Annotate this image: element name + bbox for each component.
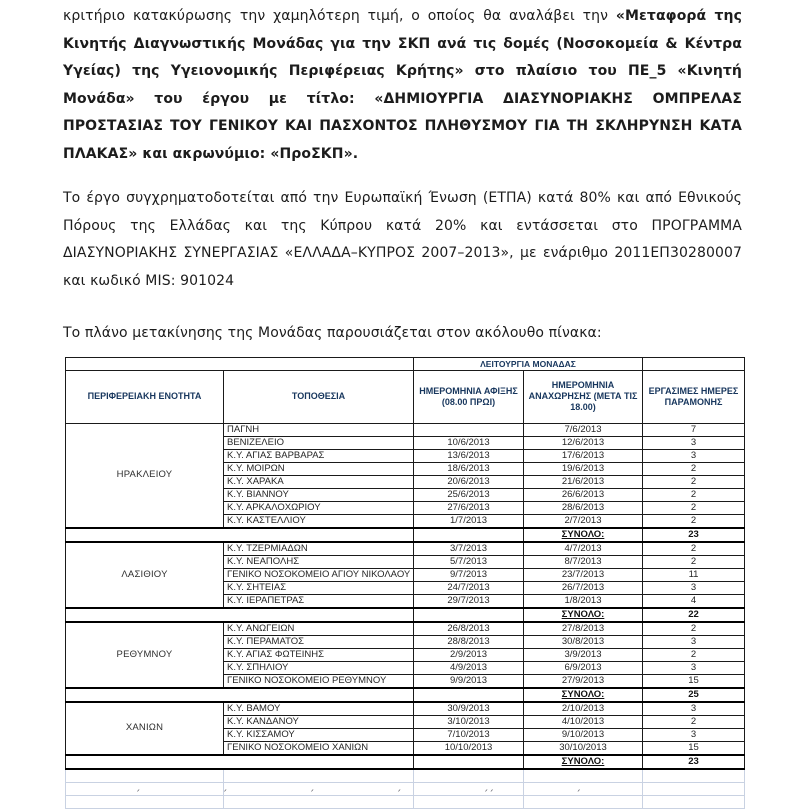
location-cell: Κ.Υ. ΑΡΚΑΛΟΧΩΡΙΟΥ (224, 501, 414, 514)
departure-date-cell: 2/7/2013 (524, 514, 643, 528)
location-cell: Κ.Υ. ΤΖΕΡΜΙΑΔΩΝ (224, 542, 414, 556)
table-row (66, 542, 745, 556)
departure-date-cell: 2/10/2013 (524, 702, 643, 716)
location-cell: ΓΕΝΙΚΟ ΝΟΣΟΚΟΜΕΙΟ ΧΑΝΙΩΝ (224, 741, 414, 755)
arrival-date-cell: 4/9/2013 (414, 661, 524, 674)
departure-date-cell: 6/9/2013 (524, 661, 643, 674)
top-header-blank-right (643, 357, 745, 370)
table-row (66, 423, 745, 436)
total-spacer-cell (66, 688, 414, 702)
arrival-date-cell: 29/7/2013 (414, 594, 524, 608)
total-label: ΣΥΝΟΛΟ: (524, 528, 643, 542)
arrival-date-cell: 1/7/2013 (414, 514, 524, 528)
cutoff-next-page-line: ΄ ΄ ΄ ΄ ΄΄ ΄ (135, 789, 581, 800)
departure-date-cell: 21/6/2013 (524, 475, 643, 488)
arrival-date-cell: 30/9/2013 (414, 702, 524, 716)
region-cell: ΗΡΑΚΛΕΙΟΥ (66, 423, 224, 528)
column-header-location: ΤΟΠΟΘΕΣΙΑ (224, 370, 414, 423)
location-cell: Κ.Υ. ΑΓΙΑΣ ΦΩΤΕΙΝΗΣ (224, 648, 414, 661)
total-label: ΣΥΝΟΛΟ: (524, 688, 643, 702)
departure-date-cell: 30/8/2013 (524, 635, 643, 648)
section-total-row (66, 755, 745, 769)
location-cell: Κ.Υ. ΜΟΙΡΩΝ (224, 462, 414, 475)
location-cell: Κ.Υ. ΒΑΜΟΥ (224, 702, 414, 716)
workdays-cell: 2 (643, 622, 745, 636)
total-value: 23 (643, 755, 745, 769)
total-label: ΣΥΝΟΛΟ: (524, 755, 643, 769)
location-cell: Κ.Υ. ΑΝΩΓΕΙΩΝ (224, 622, 414, 636)
departure-date-cell: 19/6/2013 (524, 462, 643, 475)
location-cell: Κ.Υ. ΚΑΝΔΑΝΟΥ (224, 715, 414, 728)
itinerary-table (65, 357, 745, 809)
arrival-date-cell (414, 423, 524, 436)
workdays-cell: 2 (643, 501, 745, 514)
empty-cell (224, 769, 414, 783)
paragraph-table-intro: Το πλάνο μετακίνησης της Μονάδας παρουσιάζεται στον ακόλουθο πίνακα: (63, 325, 602, 341)
total-spacer-cell (66, 755, 414, 769)
workdays-cell: 3 (643, 702, 745, 716)
departure-date-cell: 9/10/2013 (524, 728, 643, 741)
total-value: 25 (643, 688, 745, 702)
arrival-date-cell: 2/9/2013 (414, 648, 524, 661)
workdays-cell: 3 (643, 581, 745, 594)
arrival-date-cell: 25/6/2013 (414, 488, 524, 501)
workdays-cell: 3 (643, 661, 745, 674)
column-header-arrival-date: ΗΜΕΡΟΜΗΝΙΑ ΑΦΙΞΗΣ (08.00 ΠΡΩΙ) (414, 370, 524, 423)
empty-cell (643, 769, 745, 783)
departure-date-cell: 7/6/2013 (524, 423, 643, 436)
section-total-row (66, 528, 745, 542)
workdays-cell: 7 (643, 423, 745, 436)
departure-date-cell: 8/7/2013 (524, 555, 643, 568)
location-cell: Κ.Υ. ΝΕΑΠΟΛΗΣ (224, 555, 414, 568)
top-header-unit-operation: ΛΕΙΤΟΥΡΓΙΑ ΜΟΝΑΔΑΣ (414, 357, 643, 370)
departure-date-cell: 12/6/2013 (524, 436, 643, 449)
total-label: ΣΥΝΟΛΟ: (524, 608, 643, 622)
total-empty-cell (414, 608, 524, 622)
arrival-date-cell: 27/6/2013 (414, 501, 524, 514)
workdays-cell: 3 (643, 436, 745, 449)
arrival-date-cell: 26/8/2013 (414, 622, 524, 636)
total-empty-cell (414, 688, 524, 702)
arrival-date-cell: 24/7/2013 (414, 581, 524, 594)
departure-date-cell: 17/6/2013 (524, 449, 643, 462)
location-cell: ΒΕΝΙΖΕΛΕΙΟ (224, 436, 414, 449)
departure-date-cell: 30/10/2013 (524, 741, 643, 755)
arrival-date-cell: 20/6/2013 (414, 475, 524, 488)
arrival-date-cell: 10/10/2013 (414, 741, 524, 755)
table-top-header-row (66, 357, 745, 370)
workdays-cell: 15 (643, 674, 745, 688)
departure-date-cell: 26/6/2013 (524, 488, 643, 501)
table-row (66, 622, 745, 636)
total-spacer-cell (66, 528, 414, 542)
location-cell: Κ.Υ. ΣΠΗΛΙΟΥ (224, 661, 414, 674)
table-row (66, 702, 745, 716)
paragraph-funding: Το έργο συγχρηματοδοτείται από την Ευρωπαϊκή Ένωση (ΕΤΠΑ) κατά 80% και από Εθνικούς Πόρους της Ελλάδας και της Κύπρου κατά 20% και εντάσσεται στο ΠΡΟΓΡΑΜΜΑ ΔΙΑΣΥΝΟΡΙΑΚΗΣ ΣΥΝΕΡΓΑΣΙΑΣ «ΕΛΛΑΔΑ–ΚΥΠΡΟΣ 2007–2013», με ενάριθμο 2011ΕΠ30280007 και κωδικό MIS: 901024 (63, 190, 742, 289)
total-value: 23 (643, 528, 745, 542)
workdays-cell: 2 (643, 475, 745, 488)
workdays-cell: 2 (643, 542, 745, 556)
empty-table-row (66, 769, 745, 783)
location-cell: ΓΕΝΙΚΟ ΝΟΣΟΚΟΜΕΙΟ ΑΓΙΟΥ ΝΙΚΟΛΑΟΥ (224, 568, 414, 581)
location-cell: Κ.Υ. ΚΙΣΣΑΜΟΥ (224, 728, 414, 741)
paragraph-project-title (63, 3, 742, 168)
workdays-cell: 15 (643, 741, 745, 755)
workdays-cell: 4 (643, 594, 745, 608)
location-cell: Κ.Υ. ΧΑΡΑΚΑ (224, 475, 414, 488)
total-spacer-cell (66, 608, 414, 622)
empty-cell (414, 769, 524, 783)
departure-date-cell: 27/9/2013 (524, 674, 643, 688)
column-header-working-days: ΕΡΓΑΣΙΜΕΣ ΗΜΕΡΕΣ ΠΑΡΑΜΟΝΗΣ (643, 370, 745, 423)
workdays-cell: 2 (643, 488, 745, 501)
total-empty-cell (414, 755, 524, 769)
workdays-cell: 2 (643, 715, 745, 728)
arrival-date-cell: 5/7/2013 (414, 555, 524, 568)
arrival-date-cell: 10/6/2013 (414, 436, 524, 449)
location-cell: Κ.Υ. ΙΕΡΑΠΕΤΡΑΣ (224, 594, 414, 608)
arrival-date-cell: 3/10/2013 (414, 715, 524, 728)
paragraph-bold-text: «Μεταφορά της Κινητής Διαγνωστικής Μονάδας για την ΣΚΠ ανά τις δομές (Νοσοκομεία & Κέντρα Υγείας) της Υγειονομικής Περιφέρειας Κρήτης» στο πλαίσιο του ΠΕ_5 «Κινητή Μονάδα» του έργου με τίτλο: «ΔΗΜΙΟΥΡΓΙΑ ΔΙΑΣΥΝΟΡΙΑΚΗΣ ΟΜΠΡΕΛΑΣ ΠΡΟΣΤΑΣΙΑΣ ΤΟΥ ΓΕΝΙΚΟΥ ΚΑΙ ΠΑΣΧΟΝΤΟΣ ΠΛΗΘΥΣΜΟΥ ΓΙΑ ΤΗ ΣΚΛΗΡΥΝΣΗ ΚΑΤΑ ΠΛΑΚΑΣ» και ακρωνύμιο: «ΠροΣΚΠ». (63, 8, 742, 162)
departure-date-cell: 4/10/2013 (524, 715, 643, 728)
table-header-row (66, 370, 745, 423)
empty-cell (524, 769, 643, 783)
workdays-cell: 2 (643, 462, 745, 475)
location-cell: Κ.Υ. ΣΗΤΕΙΑΣ (224, 581, 414, 594)
arrival-date-cell: 18/6/2013 (414, 462, 524, 475)
section-total-row (66, 608, 745, 622)
location-cell: Κ.Υ. ΚΑΣΤΕΛΛΙΟΥ (224, 514, 414, 528)
workdays-cell: 2 (643, 648, 745, 661)
departure-date-cell: 27/8/2013 (524, 622, 643, 636)
top-header-blank-left (66, 357, 414, 370)
arrival-date-cell: 3/7/2013 (414, 542, 524, 556)
departure-date-cell: 1/8/2013 (524, 594, 643, 608)
workdays-cell: 3 (643, 449, 745, 462)
workdays-cell: 2 (643, 514, 745, 528)
departure-date-cell: 23/7/2013 (524, 568, 643, 581)
column-header-regional-unit: ΠΕΡΙΦΕΡΕΙΑΚΗ ΕΝΟΤΗΤΑ (66, 370, 224, 423)
departure-date-cell: 3/9/2013 (524, 648, 643, 661)
location-cell: ΠΑΓΝΗ (224, 423, 414, 436)
arrival-date-cell: 7/10/2013 (414, 728, 524, 741)
location-cell: Κ.Υ. ΒΙΑΝΝΟΥ (224, 488, 414, 501)
location-cell: Κ.Υ. ΑΓΙΑΣ ΒΑΡΒΑΡΑΣ (224, 449, 414, 462)
document-page (63, 0, 742, 809)
departure-date-cell: 4/7/2013 (524, 542, 643, 556)
arrival-date-cell: 28/8/2013 (414, 635, 524, 648)
arrival-date-cell: 9/7/2013 (414, 568, 524, 581)
total-value: 22 (643, 608, 745, 622)
region-cell: ΛΑΣΙΘΙΟΥ (66, 542, 224, 608)
arrival-date-cell: 9/9/2013 (414, 674, 524, 688)
location-cell: Κ.Υ. ΠΕΡΑΜΑΤΟΣ (224, 635, 414, 648)
location-cell: ΓΕΝΙΚΟ ΝΟΣΟΚΟΜΕΙΟ ΡΕΘΥΜΝΟΥ (224, 674, 414, 688)
workdays-cell: 2 (643, 555, 745, 568)
column-header-departure-date: ΗΜΕΡΟΜΗΝΙΑ ΑΝΑΧΩΡΗΣΗΣ (ΜΕΤΑ ΤΙΣ 18.00) (524, 370, 643, 423)
arrival-date-cell: 13/6/2013 (414, 449, 524, 462)
region-cell: ΧΑΝΙΩΝ (66, 702, 224, 755)
departure-date-cell: 26/7/2013 (524, 581, 643, 594)
paragraph-regular-text: κριτήριο κατακύρωσης την χαμηλότερη τιμή, ο οποίος θα αναλάβει την (63, 8, 616, 24)
departure-date-cell: 28/6/2013 (524, 501, 643, 514)
workdays-cell: 11 (643, 568, 745, 581)
workdays-cell: 3 (643, 635, 745, 648)
total-empty-cell (414, 528, 524, 542)
region-cell: ΡΕΘΥΜΝΟΥ (66, 622, 224, 688)
section-total-row (66, 688, 745, 702)
workdays-cell: 3 (643, 728, 745, 741)
empty-cell (66, 769, 224, 783)
